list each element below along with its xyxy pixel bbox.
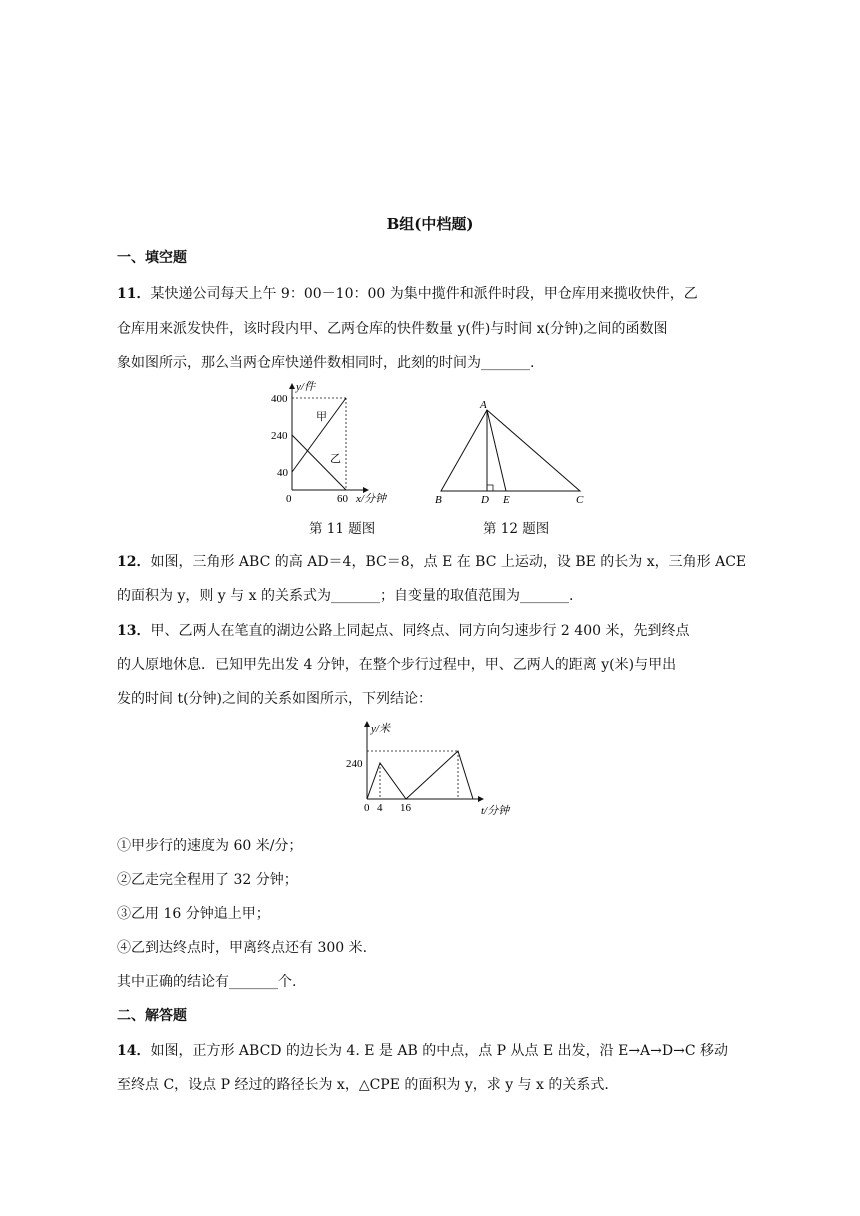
figure-12-caption: 第 12 题图 (483, 521, 550, 537)
q12-text-1: 如图，三角形 ABC 的高 AD＝4，BC＝8，点 E 在 BC 上运动，设 BE 的长为 x，三角形 ACE (150, 554, 747, 570)
part-solve-heading: 二、解答题 (117, 1008, 187, 1024)
figure-11-graph (268, 380, 428, 505)
fig12-label-c: C (576, 494, 584, 506)
figure-13-graph (343, 718, 523, 818)
figure-11-caption: 第 11 题图 (309, 521, 376, 537)
fig12-label-d: D (481, 494, 489, 506)
q12-number: 12． (117, 554, 151, 570)
fig13-ylabel: y/米 (371, 723, 390, 735)
q13-line-1 (117, 620, 757, 640)
q13-number: 13． (117, 623, 151, 639)
q13-conclusion-2: ②乙走完全程用了 32 分钟； (117, 872, 298, 888)
fig13-xtick-0: 0 (364, 802, 370, 814)
q14-line-2: 至终点 C，设点 P 经过的路径长为 x，△CPE 的面积为 y，求 y 与 x 的关系式. (117, 1077, 609, 1093)
q14-text-1: 如图，正方形 ABCD 的边长为 4. E 是 AB 的中点，点 P 从点 E 出发，沿 E→A→D→C 移动 (150, 1043, 729, 1059)
q11-line-1 (117, 283, 757, 303)
fig12-label-a: A (480, 399, 487, 411)
q14-line-1 (117, 1040, 757, 1060)
fig11-origin: 0 (286, 493, 292, 505)
q12-line-2: 的面积为 y，则 y 与 x 的关系式为_______；自变量的取值范围为_______. (117, 588, 574, 604)
q13-text-1: 甲、乙两人在笔直的湖边公路上同起点、同终点、同方向匀速步行 2 400 米，先到终点 (150, 623, 690, 639)
q11-text-1: 某快递公司每天上午 9：00－10：00 为集中揽件和派件时段，甲仓库用来揽收快件，乙 (150, 286, 698, 302)
q13-conclusion-4: ④乙到达终点时，甲离终点还有 300 米. (117, 940, 368, 956)
q13-line-2: 的人原地休息．已知甲先出发 4 分钟，在整个步行过程中，甲、乙两人的距离 y(米)与甲出 (117, 657, 677, 673)
fig11-ytick-240: 240 (271, 430, 288, 442)
fig13-ytick-240: 240 (346, 758, 363, 770)
fig12-label-b: B (435, 494, 442, 506)
fig13-xlabel: t/分钟 (481, 805, 510, 817)
fig11-xlabel: x/分钟 (356, 493, 386, 505)
figure-12-triangle (430, 395, 600, 507)
q12-line-1 (117, 551, 757, 571)
q13-conclusion-1: ①甲步行的速度为 60 米/分； (117, 838, 303, 854)
q13-ask: 其中正确的结论有_______个. (117, 974, 297, 990)
fig11-xtick-60: 60 (337, 493, 348, 505)
section-title: B组(中档题) (386, 215, 474, 233)
fig13-distance-curve (367, 751, 473, 799)
fig11-ytick-400: 400 (271, 393, 288, 405)
q13-conclusion-3: ③乙用 16 分钟追上甲； (117, 906, 270, 922)
fig11-ylabel: y/件 (296, 381, 315, 393)
fig12-right-angle-mark (487, 485, 493, 491)
fig12-triangle-abc (441, 410, 580, 491)
fig11-label-jia: 甲 (316, 411, 327, 423)
fig13-xtick-4: 4 (377, 802, 383, 814)
fig11-label-yi: 乙 (330, 453, 341, 465)
q13-line-3: 发的时间 t(分钟)之间的关系如图所示，下列结论： (117, 691, 432, 707)
q11-line-3: 象如图所示，那么当两仓库快递件数相同时，此刻的时间为_______. (117, 355, 535, 371)
fig12-label-e: E (503, 494, 510, 506)
fig12-segment-ae (487, 410, 506, 491)
fig11-ytick-40: 40 (277, 467, 288, 479)
q14-number: 14． (117, 1043, 151, 1059)
q11-number: 11． (117, 286, 151, 302)
part-fill-in-heading: 一、填空题 (117, 250, 187, 266)
fig13-xtick-16: 16 (400, 802, 411, 814)
q11-line-2: 仓库用来派发快件，该时段内甲、乙两仓库的快件数量 y(件)与时间 x(分钟)之间的函数图 (117, 321, 668, 337)
